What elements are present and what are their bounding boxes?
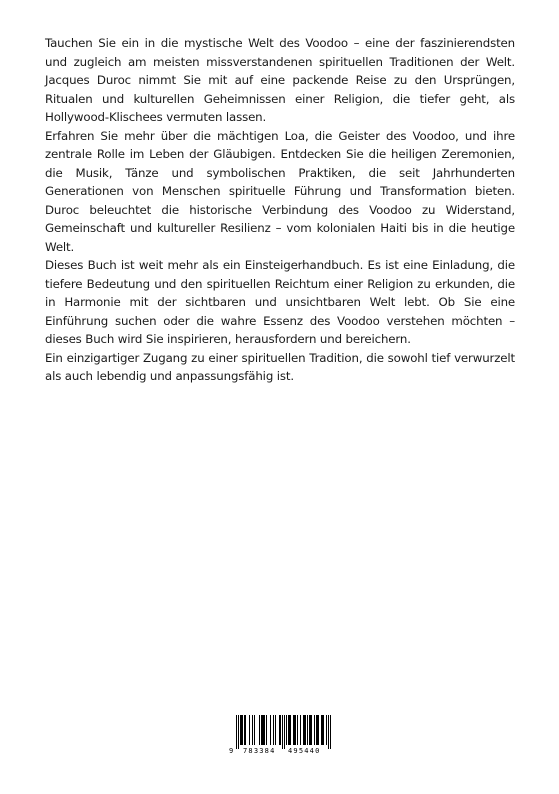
barcode-bar: [280, 715, 281, 745]
barcode-bar: [284, 715, 285, 749]
barcode-bar: [261, 715, 262, 745]
barcode-bar: [259, 715, 260, 745]
barcode-bar: [326, 715, 327, 745]
barcode-left-group: 783384: [243, 747, 276, 755]
barcode-bar: [270, 715, 271, 745]
barcode-bar: [240, 715, 241, 745]
barcode-bar: [317, 715, 318, 745]
blurb-paragraph-3: Dieses Buch ist weit mehr als ein Einsteigerhandbuch. Es ist eine Einladung, die tiefere Bedeutung und den spirituellen Reichtum einer Religion zu erkunden, die in Harmonie mit der sichtbaren und unsichtbaren Welt lebt. Ob Sie eine Einführung suchen oder die wahre Essenz des Voodoo verstehen möchten – dieses Buch wird Sie inspirieren, herausfordern und bereichern.: [45, 258, 515, 346]
barcode-bar: [311, 715, 312, 745]
barcode-bar: [245, 715, 246, 745]
barcode-bar: [266, 715, 267, 745]
barcode-bar: [264, 715, 265, 745]
barcode-bar: [323, 715, 324, 745]
barcode-bar: [249, 715, 250, 745]
barcode-bar: [263, 715, 264, 745]
barcode-bar: [318, 715, 319, 745]
isbn-barcode: [228, 713, 332, 757]
barcode-bar: [321, 715, 322, 745]
barcode-bar: [238, 715, 239, 749]
barcode-bar: [244, 715, 245, 745]
barcode-bar: [282, 715, 283, 749]
barcode-bar: [314, 715, 315, 745]
barcode-bar: [241, 715, 242, 745]
barcode-bar: [328, 715, 329, 749]
barcode-bars-icon: [228, 713, 332, 749]
blurb-text: [45, 34, 515, 386]
blurb-paragraph-4: Ein einzigartiger Zugang zu einer spirituellen Tradition, die sowohl tief verwurzelt als auch lebendig und anpassungsfähig ist.: [45, 350, 515, 383]
barcode-bar: [310, 715, 311, 745]
barcode-bar: [305, 715, 306, 745]
barcode-bar: [297, 715, 298, 745]
barcode-bar: [275, 715, 276, 745]
barcode-bar: [293, 715, 294, 745]
barcode-bar: [309, 715, 310, 745]
barcode-bar: [307, 715, 308, 745]
barcode-bar: [252, 715, 253, 745]
barcode-bar: [279, 715, 280, 745]
barcode-bar: [288, 715, 289, 745]
barcode-bar: [254, 715, 255, 745]
barcode-bar: [286, 715, 287, 745]
barcode-bar: [262, 715, 263, 745]
barcode-bar: [290, 715, 291, 745]
barcode-bar: [295, 715, 296, 745]
barcode-bar: [303, 715, 304, 745]
blurb-paragraph-1: Tauchen Sie ein in die mystische Welt des Voodoo – eine der faszinierendsten und zugleich am meisten missverstandenen spirituellen Traditionen der Welt. Jacques Duroc nimmt Sie mit auf eine packende Reise zu den Ursprüngen, Ritualen und kulturellen Geheimnissen einer Religion, die tiefer geht, als Hollywood-Klischees vermuten lassen.: [45, 36, 515, 124]
barcode-bar: [289, 715, 290, 745]
barcode-bar: [304, 715, 305, 745]
barcode-bar: [322, 715, 323, 745]
barcode-bar: [300, 715, 301, 745]
blurb-paragraph-2: Erfahren Sie mehr über die mächtigen Loa, die Geister des Voodoo, und ihre zentrale Rolle im Leben der Gläubigen. Entdecken Sie die heiligen Zeremonien, die Musik, Tänze und symbolischen Praktiken, die seit Jahrhunderten Generationen von Menschen spirituelle Führung und Transformation bieten. Duroc beleuchtet die historische Verbindung des Voodoo zu Widerstand, Gemeinschaft und kultureller Resilienz – vom kolonialen Haiti bis in die heutige Welt.: [45, 128, 515, 254]
barcode-numbers: [228, 746, 332, 756]
barcode-bar: [294, 715, 295, 745]
barcode-bar: [273, 715, 274, 745]
barcode-bar: [242, 715, 243, 745]
barcode-right-group: 495440: [288, 747, 321, 755]
barcode-bar: [330, 715, 331, 749]
barcode-bar: [316, 715, 317, 745]
barcode-lead-digit: 9: [229, 747, 234, 755]
barcode-bar: [236, 715, 237, 749]
